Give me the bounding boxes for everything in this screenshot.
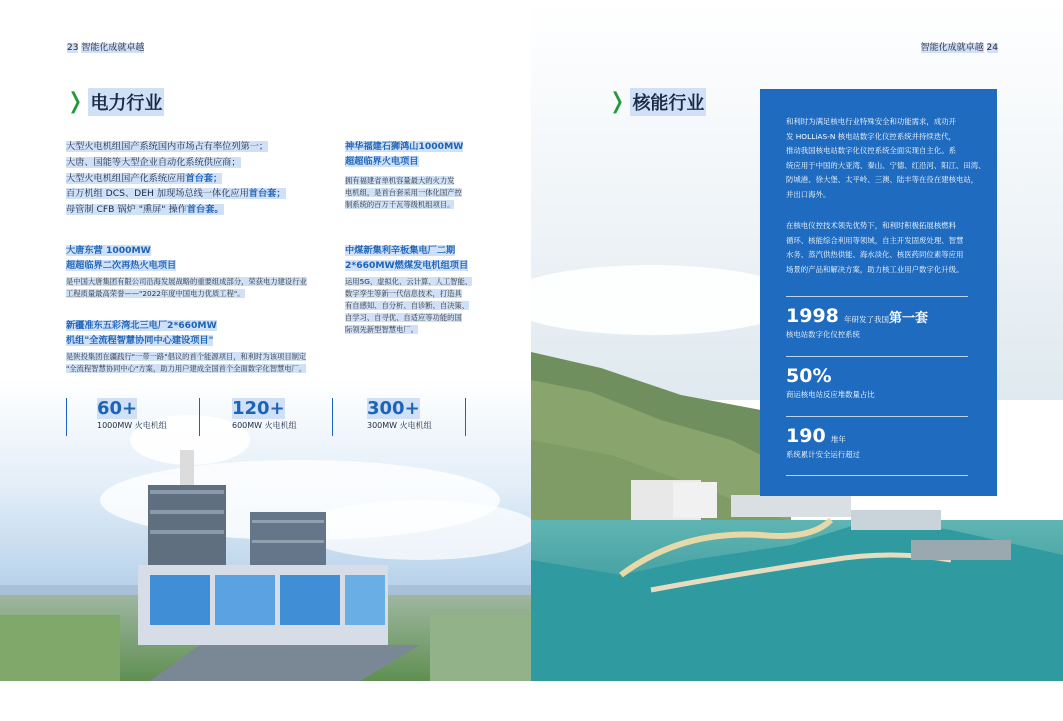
stat-value: 120+ [232, 398, 285, 419]
kpi-emphasis: 第一套 [888, 311, 928, 326]
case-datang [66, 243, 336, 300]
case-desc: 数字孪生等新一代信息技术，打造具 [345, 289, 462, 298]
case-title: 神华福建石狮鸿山1000MW [345, 141, 464, 152]
case-desc: 自学习、自寻优、自适应等功能的国 [345, 313, 462, 322]
right-page-header [921, 40, 998, 53]
stat-value: 300+ [367, 398, 420, 419]
kpi-text: 年研发了我国 [843, 315, 889, 324]
left-page [0, 0, 531, 721]
case-desc: 制系统的百万千瓦等级机组项目。 [345, 200, 455, 209]
case-zhongmei [345, 243, 495, 336]
stat-300mw [332, 398, 466, 436]
power-bullets [66, 139, 336, 218]
case-desc: 是中国大唐集团有限公司沿海发展战略的重要组成部分，荣获电力建设行业 [66, 277, 307, 286]
bullet-line: 大唐、国能等大型企业自动化系统供应商； [66, 156, 241, 168]
kpi-1998 [786, 305, 928, 340]
kpi-desc: 系统累计安全运行超过 [786, 450, 860, 459]
nuclear-expansion-paragraph: 在核电仪控技术领先优势下，和利时积极拓展核燃料 循环、核能综合利用等领域，自主开发固废处理、智慧 水务、蒸汽供热供能、海水淡化、核医药同位素等应用 场景的产品和解决方案，助力核工业用户数字化升级。 [786, 221, 964, 274]
bullet-line: 百万机组 DCS、DEH 加现场总线一体化应用首台套； [66, 188, 286, 200]
kpi-year: 1998 [786, 305, 839, 327]
nuclear-info-panel [760, 89, 997, 496]
stat-600mw [199, 398, 333, 436]
panel-divider [786, 356, 968, 357]
nuclear-intro-paragraph: 和利时为满足核电行业特殊安全和功能需求，成功开 发 HOLLiAS-N 核电站数字化仪控系统并持续迭代， 推动我国核电站数字化仪控系统全面实现自主化。系 统应用于中国的大亚湾、秦山、宁德、红沿河、阳江、田湾、 防城港、徐大堡、太平岭、三澳、陆丰等在役在建核电站， 并出口海外。 [786, 117, 986, 199]
kpi-desc: 商运核电站反应堆数量占比 [786, 390, 875, 399]
case-desc: "全流程智慧协同中心"方案，助力用户建成全国首个全面数字化智慧电厂。 [66, 364, 307, 373]
case-xinjiang [66, 318, 336, 375]
case-title: 机组"全流程智慧协同中心建设项目" [66, 335, 214, 346]
case-title: 超超临界火电项目 [345, 156, 419, 167]
kpi-value: 50% [786, 365, 832, 387]
case-title: 超超临界二次再热火电项目 [66, 260, 177, 271]
panel-divider [786, 416, 968, 417]
nuclear-section-title: 核能行业 [630, 88, 706, 116]
left-page-number: 23 [67, 43, 79, 53]
stat-1000mw [66, 398, 200, 436]
case-desc: 际领先新型智慧电厂。 [345, 325, 418, 334]
bullet-line: 大型火电机组国产化系统应用首台套； [66, 172, 223, 184]
power-section-heading [66, 88, 164, 116]
stat-label: 1000MW 火电机组 [97, 421, 167, 430]
case-title: 2*660MW燃煤发电机组项目 [345, 260, 469, 271]
case-desc: 工程质量最高荣誉——"2022年度中国电力优质工程"。 [66, 289, 245, 298]
panel-divider [786, 475, 968, 476]
bullet-line: 大型火电机组国产系统国内市场占有率位列第一； [66, 141, 269, 152]
stat-label: 300MW 火电机组 [367, 421, 432, 430]
case-desc: 拥有福建省单机容量最大的火力发 [345, 176, 455, 185]
nuclear-section-heading [608, 88, 706, 116]
green-chevron-icon: ❭ [66, 89, 85, 114]
green-chevron-icon: ❭ [608, 89, 627, 114]
stat-label: 600MW 火电机组 [232, 421, 297, 430]
right-running-title: 智能化成就卓越 [920, 43, 984, 53]
power-section-title: 电力行业 [88, 88, 164, 116]
case-title: 新疆准东五彩湾北三电厂2*660MW [66, 320, 217, 331]
bullet-line: 母管制 CFB 锅炉 "熏屏" 操作首台套。 [66, 204, 224, 216]
right-page [531, 0, 1063, 721]
case-title: 中煤新集利辛板集电厂二期 [345, 245, 456, 256]
case-title: 大唐东营 1000MW [66, 245, 151, 256]
case-desc: 运用5G、虚拟化、云计算、人工智能、 [345, 277, 473, 286]
kpi-50pct [786, 365, 875, 400]
stat-value: 60+ [97, 398, 138, 419]
panel-divider [786, 296, 968, 297]
case-desc: 有自感知、自分析、自诊断、自决策、 [345, 301, 470, 310]
kpi-desc: 核电站数字化仪控系统 [786, 330, 860, 339]
kpi-unit: 堆年 [830, 435, 846, 444]
left-running-title: 智能化成就卓越 [81, 43, 145, 53]
case-desc: 电机组，是首台套采用一体化国产控 [345, 188, 462, 197]
case-desc: 是陕投集团在疆践行"一带一路"倡议的首个能源项目，和利时为该项目制定 [66, 352, 307, 361]
case-shenhua [345, 139, 495, 211]
kpi-value: 190 [786, 425, 826, 447]
kpi-190 [786, 425, 860, 460]
left-page-header [67, 40, 144, 53]
right-page-number: 24 [986, 43, 998, 53]
power-stats [66, 398, 466, 436]
